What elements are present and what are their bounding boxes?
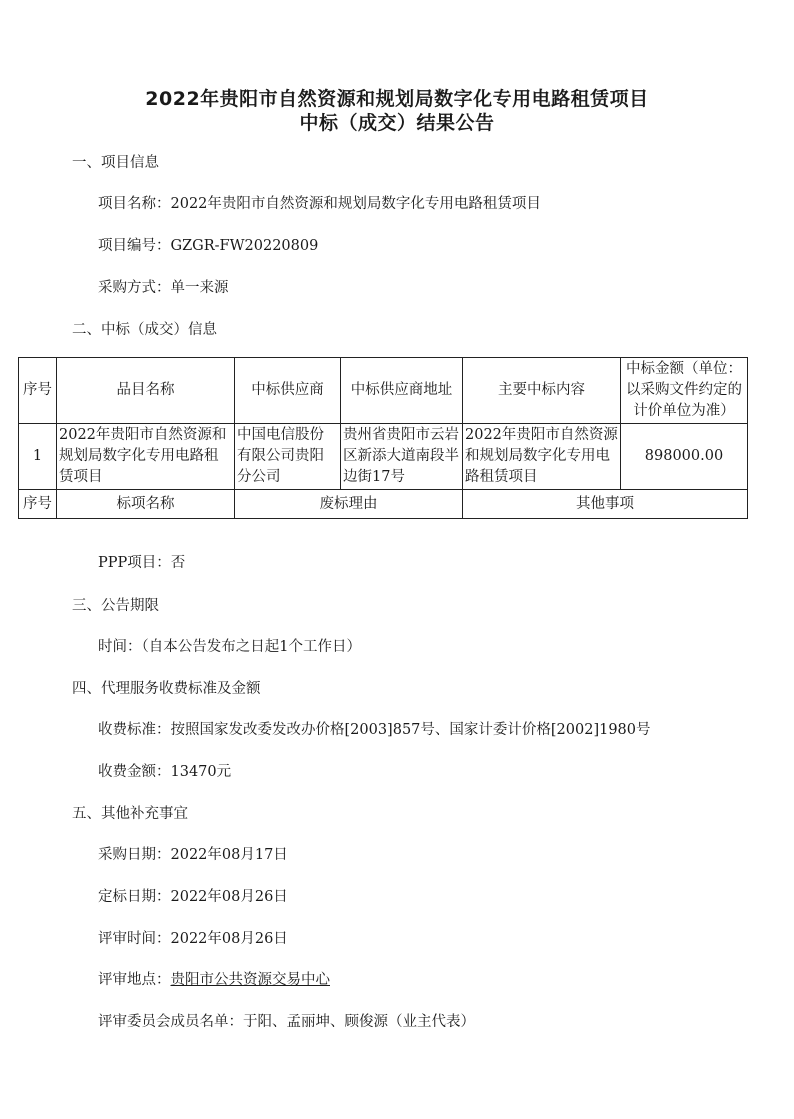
header-amount: 中标金额（单位：以采购文件约定的计价单位为准） [621, 358, 748, 424]
review-committee: 评审委员会成员名单：于阳、孟丽坤、顾俊源（业主代表） [98, 1014, 475, 1030]
table-header-row [19, 358, 748, 424]
cell-address: 贵州省贵阳市云岩区新添大道南段半边街17号 [341, 424, 463, 490]
review-time: 评审时间：2022年08月26日 [98, 931, 288, 947]
cell-supplier: 中国电信股份有限公司贵阳分公司 [235, 424, 341, 490]
project-code: 项目编号：GZGR-FW20220809 [98, 238, 319, 254]
section-heading-agency-fee: 四、代理服务收费标准及金额 [72, 681, 261, 697]
purchase-date: 采购日期：2022年08月17日 [98, 847, 288, 863]
fee-amount: 收费金额：13470元 [98, 764, 232, 780]
title-line-2: 中标（成交）结果公告 [299, 112, 495, 134]
review-place [98, 968, 330, 989]
section-heading-project-info: 一、项目信息 [72, 155, 159, 171]
header-main-content: 主要中标内容 [463, 358, 621, 424]
subheader-lot-name: 标项名称 [57, 490, 235, 519]
header-supplier-address: 中标供应商地址 [341, 358, 463, 424]
fee-standard: 收费标准：按照国家发改委发改办价格[2003]857号、国家计委计价格[2002]1980号 [98, 722, 651, 738]
table-subheader-row [19, 490, 748, 519]
title-line-1: 2022年贵阳市自然资源和规划局数字化专用电路租赁项目 [145, 88, 649, 110]
section-heading-other: 五、其他补充事宜 [72, 806, 188, 822]
cell-content: 2022年贵阳市自然资源和规划局数字化专用电路租赁项目 [463, 424, 621, 490]
review-place-value: 贵阳市公共资源交易中心 [170, 972, 330, 988]
project-name: 项目名称：2022年贵阳市自然资源和规划局数字化专用电路租赁项目 [98, 196, 541, 212]
section-heading-notice-period: 三、公告期限 [72, 598, 159, 614]
cell-no: 1 [19, 424, 57, 490]
header-no: 序号 [19, 358, 57, 424]
cell-amount: 898000.00 [621, 424, 748, 490]
award-date: 定标日期：2022年08月26日 [98, 889, 288, 905]
subheader-reject-reason: 废标理由 [235, 490, 463, 519]
header-item-name: 品目名称 [57, 358, 235, 424]
procurement-method: 采购方式：单一来源 [98, 280, 229, 296]
table-row [19, 424, 748, 490]
review-place-label: 评审地点： [98, 972, 171, 988]
award-table [18, 357, 748, 519]
notice-time: 时间：（自本公告发布之日起1个工作日） [98, 639, 361, 655]
section-heading-award-info: 二、中标（成交）信息 [72, 322, 217, 338]
subheader-no: 序号 [19, 490, 57, 519]
subheader-other-matters: 其他事项 [463, 490, 748, 519]
ppp-project: PPP项目：否 [98, 555, 186, 571]
header-supplier: 中标供应商 [235, 358, 341, 424]
cell-item-name: 2022年贵阳市自然资源和规划局数字化专用电路租赁项目 [57, 424, 235, 490]
